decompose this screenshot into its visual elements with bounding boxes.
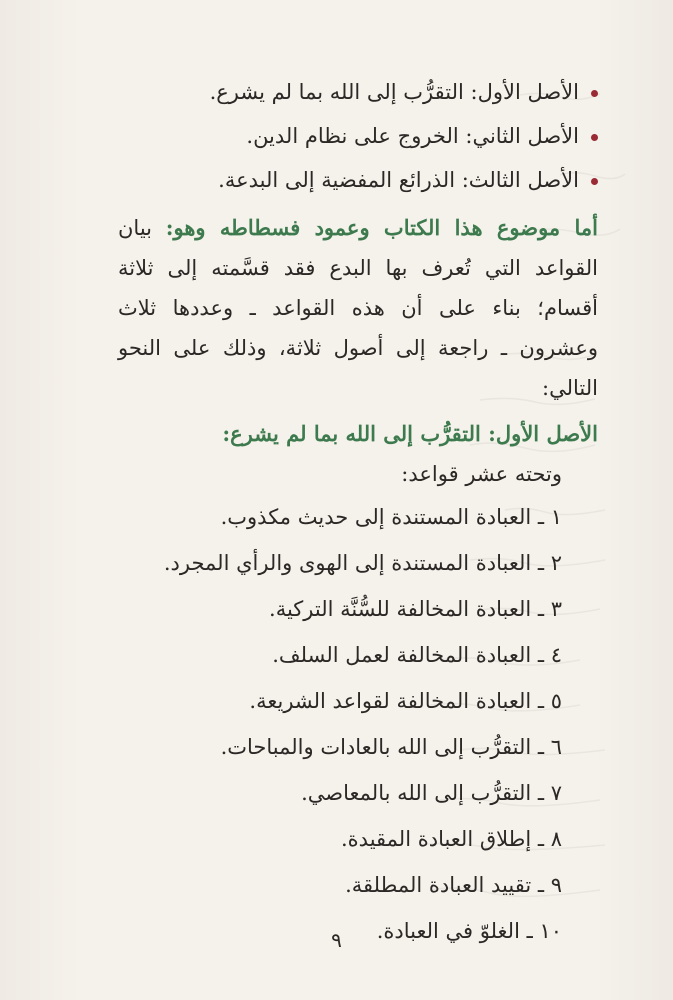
rule-item: ١٠ ـ الغلوّ في العبادة. [376, 919, 562, 943]
bullet-item [118, 158, 598, 202]
bullet-text: الأصل الأول: التقرُّب إلى الله بما لم يشرع. [209, 80, 579, 104]
bullet-text: الأصل الثالث: الذرائع المفضية إلى البدعة. [218, 168, 579, 192]
bullet-dot-icon [591, 90, 598, 97]
intro-lead: أما موضوع هذا الكتاب وعمود فسطاطه وهو: [165, 215, 598, 240]
section-heading: الأصل الأول: التقرُّب إلى الله بما لم يشرع: [222, 421, 598, 446]
section-subheading: وتحته عشر قواعد: [401, 462, 562, 486]
bullet-dot-icon [591, 178, 598, 185]
rule-item: ٧ ـ التقرُّب إلى الله بالمعاصي. [301, 781, 562, 805]
rule-item: ٨ ـ إطلاق العبادة المقيدة. [341, 827, 562, 851]
rule-item: ١ ـ العبادة المستندة إلى حديث مكذوب. [220, 505, 562, 529]
bullet-item [118, 70, 598, 114]
rule-item: ٦ ـ التقرُّب إلى الله بالعادات والمباحات. [220, 735, 562, 759]
rule-item: ٤ ـ العبادة المخالفة لعمل السلف. [272, 643, 562, 667]
bullet-item [118, 114, 598, 158]
intro-paragraph [118, 208, 598, 408]
bullet-dot-icon [591, 134, 598, 141]
page-body [118, 70, 598, 954]
rule-item: ٥ ـ العبادة المخالفة لقواعد الشريعة. [249, 689, 562, 713]
bullet-text: الأصل الثاني: الخروج على نظام الدين. [246, 124, 579, 148]
intro-body: بيان القواعد التي تُعرف بها البدع فقد قسَّمته إلى ثلاثة أقسام؛ بناء على أن هذه القواعد ـ وعددها ثلاث وعشرون ـ راجعة إلى أصول ثلاثة، وذلك على النحو التالي: [118, 216, 598, 400]
page-number: ٩ [331, 928, 342, 952]
rule-item: ٣ ـ العبادة المخالفة للسُّنَّة التركية. [269, 597, 562, 621]
rule-item: ٩ ـ تقييد العبادة المطلقة. [345, 873, 562, 897]
rule-item: ٢ ـ العبادة المستندة إلى الهوى والرأي المجرد. [163, 551, 562, 575]
